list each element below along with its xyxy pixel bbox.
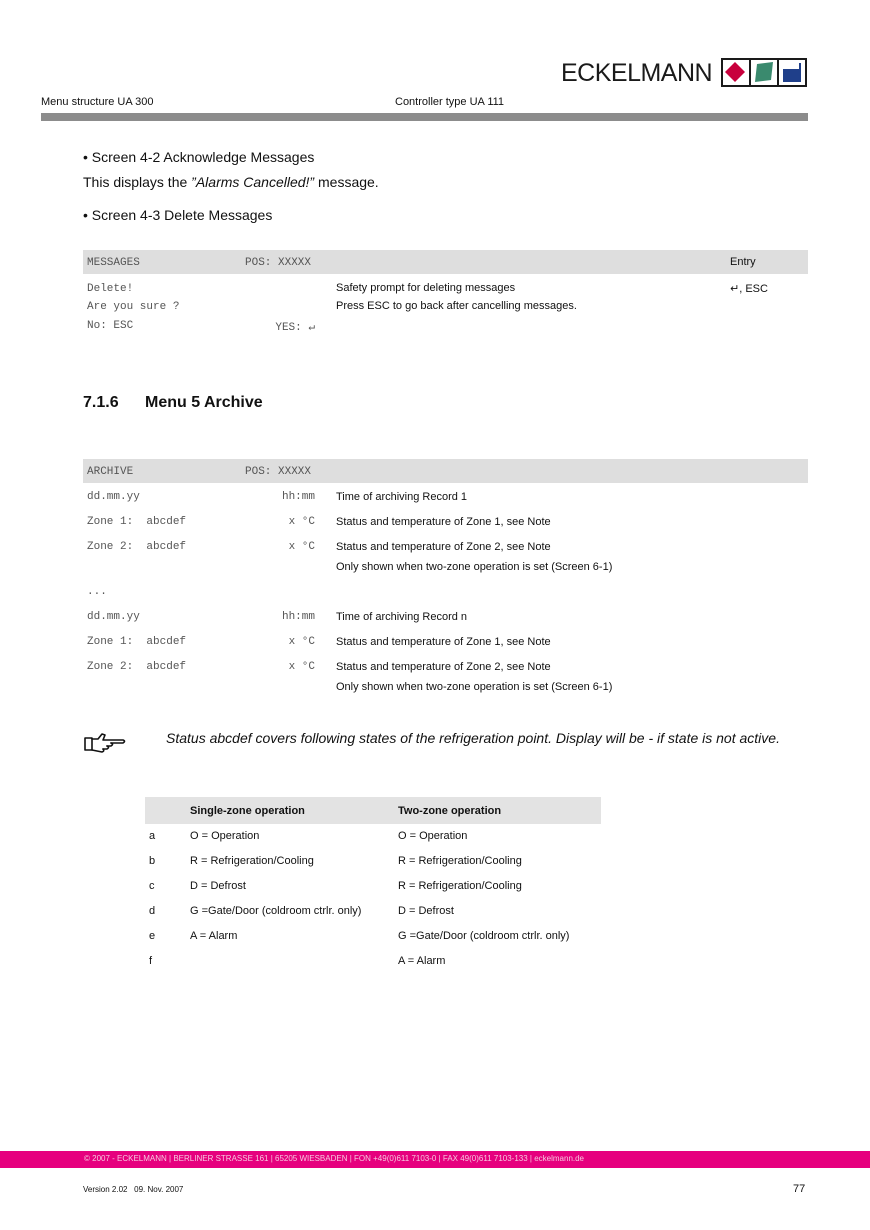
archive-row-left: dd.mm.yy — [87, 611, 140, 623]
status-single: R = Refrigeration/Cooling — [190, 855, 314, 867]
intro-line — [83, 174, 379, 190]
status-two: A = Alarm — [398, 955, 446, 967]
status-two: R = Refrigeration/Cooling — [398, 855, 522, 867]
bullet-screen-4-3: • Screen 4-3 Delete Messages — [83, 207, 273, 223]
header-center-label: Controller type UA 111 — [395, 96, 505, 108]
archive-row-desc: Status and temperature of Zone 1, see Note — [336, 516, 551, 528]
status-key: e — [149, 930, 156, 942]
footer-bar — [0, 1151, 870, 1168]
status-key: f — [149, 955, 153, 967]
bullet-text: Screen 4-3 Delete Messages — [91, 207, 273, 223]
archive-row-desc: Status and temperature of Zone 2, see Note — [336, 541, 551, 553]
status-head-two: Two-zone operation — [398, 805, 502, 817]
status-two: D = Defrost — [398, 905, 454, 917]
archive-row — [83, 661, 808, 701]
section-title: Menu 5 Archive — [145, 394, 263, 411]
status-single: A = Alarm — [190, 930, 238, 942]
intro-line-prefix: This displays the — [83, 174, 192, 190]
intro-line-italic: ”Alarms Cancelled!” — [191, 174, 315, 190]
bullet-screen-4-2: • Screen 4-2 Acknowledge Messages — [83, 149, 315, 165]
archive-row-desc-2: Only shown when two-zone operation is set (Screen 6-1) — [336, 681, 613, 693]
archive-row-left: Zone 1: abcdef — [87, 516, 187, 528]
logo-text: ECKELMANN — [561, 59, 713, 87]
bullet-text: Screen 4-2 Acknowledge Messages — [91, 149, 315, 165]
archive-row-left: Zone 2: abcdef — [87, 541, 187, 553]
status-row — [145, 930, 605, 955]
archive-row — [83, 491, 808, 516]
status-key: c — [149, 880, 155, 892]
section-number: 7.1.6 — [83, 394, 119, 411]
intro-line-suffix: message. — [314, 174, 379, 190]
messages-head-entry: Entry — [730, 256, 756, 268]
header-rule — [41, 113, 808, 121]
status-row — [145, 880, 605, 905]
archive-row-left: ... — [87, 586, 107, 598]
archive-row-desc: Time of archiving Record n — [336, 611, 468, 623]
messages-line-2: Are you sure ? — [87, 301, 180, 313]
status-row — [145, 855, 605, 880]
archive-row-right: x °C — [288, 541, 315, 553]
archive-row-left: Zone 2: abcdef — [87, 661, 187, 673]
status-two: O = Operation — [398, 830, 468, 842]
archive-row-left: Zone 1: abcdef — [87, 636, 187, 648]
status-key: b — [149, 855, 156, 867]
archive-row-right: x °C — [288, 661, 315, 673]
archive-head-pos: POS: XXXXX — [245, 466, 312, 478]
archive-row — [83, 611, 808, 636]
archive-row-right: x °C — [288, 636, 315, 648]
archive-row-desc: Status and temperature of Zone 2, see Note — [336, 661, 551, 673]
archive-row-desc: Time of archiving Record 1 — [336, 491, 468, 503]
status-head-single: Single-zone operation — [190, 805, 305, 817]
status-two: R = Refrigeration/Cooling — [398, 880, 522, 892]
messages-desc-1: Safety prompt for deleting messages — [336, 282, 516, 294]
status-two: G =Gate/Door (coldroom ctrlr. only) — [398, 930, 570, 942]
messages-yes: YES: ↵ — [275, 322, 315, 334]
archive-row-right: hh:mm — [281, 611, 315, 623]
archive-row — [83, 541, 808, 581]
archive-row — [83, 636, 808, 661]
status-row — [145, 830, 605, 855]
header-left-label: Menu structure UA 300 — [41, 96, 154, 108]
messages-entry-value: ↵, ESC — [730, 283, 768, 295]
messages-head-pos: POS: XXXXX — [245, 257, 312, 269]
page-number: 77 — [793, 1183, 806, 1195]
note-text: Status abcdef covers following states of the refrigeration point. Display will be - if state is not active. — [166, 730, 780, 746]
footer-address: © 2007 - ECKELMANN | BERLINER STRASSE 161 | 65205 WIESBADEN | FON +49(0)611 7103-0 | FAX 49(0)611 7103-133 | eckelmann.de — [84, 1154, 585, 1163]
archive-row-desc: Status and temperature of Zone 1, see Note — [336, 636, 551, 648]
archive-row — [83, 586, 808, 608]
archive-row-right: x °C — [288, 516, 315, 528]
messages-line-1: Delete! — [87, 283, 134, 295]
archive-table-header — [83, 459, 808, 483]
status-key: a — [149, 830, 156, 842]
archive-row-desc-2: Only shown when two-zone operation is set (Screen 6-1) — [336, 561, 613, 573]
status-row — [145, 905, 605, 930]
archive-row-left: dd.mm.yy — [87, 491, 140, 503]
messages-desc-2: Press ESC to go back after cancelling messages. — [336, 300, 577, 312]
status-row — [145, 955, 605, 980]
pointing-hand-icon — [83, 730, 129, 754]
logo-squares-icon — [721, 58, 807, 87]
version-label: Version 2.02 09. Nov. 2007 — [83, 1185, 184, 1194]
status-single: D = Defrost — [190, 880, 246, 892]
archive-row-right: hh:mm — [281, 491, 315, 503]
messages-line-3: No: ESC — [87, 320, 134, 332]
status-single: O = Operation — [190, 830, 260, 842]
archive-row — [83, 516, 808, 541]
messages-table-header — [83, 250, 808, 274]
messages-head-label: MESSAGES — [87, 257, 140, 269]
status-key: d — [149, 905, 156, 917]
archive-head-label: ARCHIVE — [87, 466, 134, 478]
status-single: G =Gate/Door (coldroom ctrlr. only) — [190, 905, 362, 917]
